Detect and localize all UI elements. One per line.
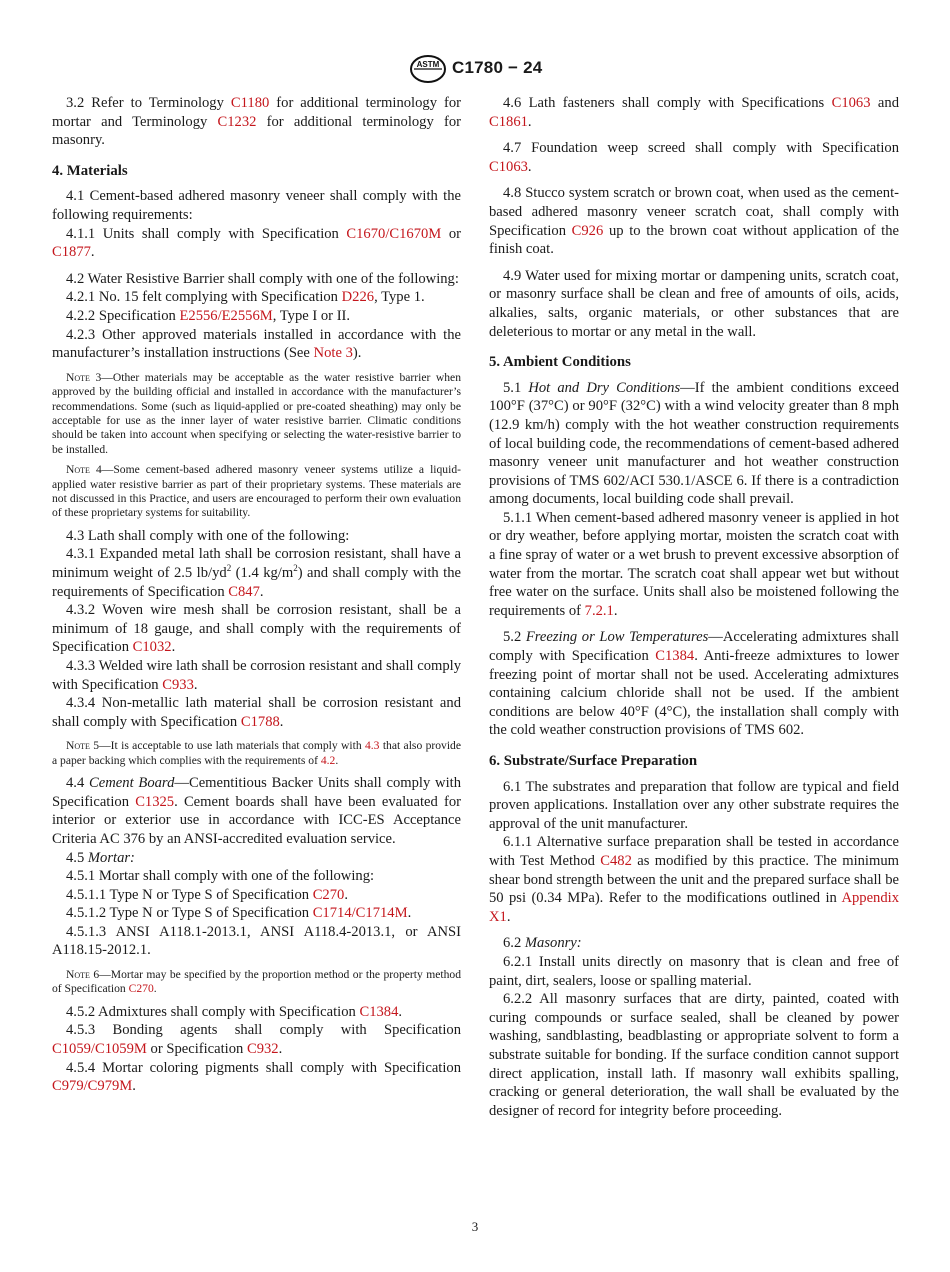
note-6: Note 6—Mortar may be specified by the proportion method or the property method of Specification C270. xyxy=(52,968,461,996)
paragraph-4-4: 4.4 Cement Board—Cementitious Backer Units shall comply with Specification C1325. Cement boards shall have been evaluated for interior or exterior use in accordance with ICC-ES Acceptance Criteria AC 376 by an ANSI-accredited evaluation service. xyxy=(52,775,462,847)
paragraph-5-1-1: 5.1.1 When cement-based adhered masonry veneer is applied in hot or dry weather, before applying mortar, moisten the scratch coat with a fine spray of water or a wet brush to prevent excessive absorption of water from the mortar. The scratch coat shall appear wet but without free water on the surface. Units shall also be moistened following the requirements of 7.2.1. xyxy=(489,509,899,619)
ref-link[interactable]: Appendix X1 xyxy=(489,890,899,925)
ref-link[interactable]: 4.2 xyxy=(320,753,336,767)
ref-link[interactable]: C1714/C1714M xyxy=(312,905,408,922)
paragraph-4-2-2: 4.2.2 Specification E2556/E2556M, Type I or II. xyxy=(66,307,351,324)
ref-link[interactable]: C926 xyxy=(571,222,604,239)
paragraph-4-5-3: 4.5.3 Bonding agents shall comply with Specification C1059/C1059M or Specification C932. xyxy=(52,1022,461,1058)
ref-link[interactable]: C270 xyxy=(312,886,345,903)
section-heading-ambient-conditions: 5. Ambient Conditions xyxy=(489,354,631,371)
paragraph-4-6: 4.6 Lath fasteners shall comply with Specifications C1063 and C1861. xyxy=(489,95,899,130)
ref-link[interactable]: C1180 xyxy=(230,95,270,111)
ref-link[interactable]: C270 xyxy=(128,982,154,996)
ref-link[interactable]: C1063 xyxy=(831,95,871,111)
right-column xyxy=(489,94,899,1120)
ref-link[interactable]: C1788 xyxy=(240,713,280,730)
paragraph-6-1: 6.1 The substrates and preparation that follow are typical and field proven applications. Installation over any other substrate requires the approval of the unit manufacturer. xyxy=(489,778,899,832)
ref-link[interactable]: C1059/C1059M xyxy=(52,1041,147,1058)
paragraph-6-2-2: 6.2.2 All masonry surfaces that are dirty, painted, coated with curing compounds or surface sealed, shall be cleaned by power washing, sandblasting, beadblasting or appropriate solvent to form a substrate suitable for bonding. If the surface condition cannot support direct application, install lath. If masonry wall exhibits spalling, cracking or general deterioration, the wall shall be evaluated by the designer of record for integrity before proceeding. xyxy=(489,991,899,1119)
ref-link[interactable]: C1232 xyxy=(217,113,257,130)
paragraph-4-5-2: 4.5.2 Admixtures shall comply with Specification C1384. xyxy=(66,1003,403,1020)
paragraph-4-5-1-2: 4.5.1.2 Type N or Type S of Specification C1714/C1714M. xyxy=(66,905,412,922)
note-5: Note 5—It is acceptable to use lath materials that comply with 4.3 that also provide a paper backing which complies with the requirements of 4.2. xyxy=(52,739,461,767)
paragraph-5-2: 5.2 Freezing or Low Temperatures—Accelerating admixtures shall comply with Specification C1384. Anti-freeze admixtures to lower freezing point of mortar shall not be used. Accelerating admixtures containing calcium chloride shall not be used. If the ambient conditions are below 40°F (4°C), the installation shall comply with the cold weather construction provisions of TMS 602. xyxy=(489,629,900,739)
paragraph-4-5: 4.5 Mortar: xyxy=(66,849,135,866)
paragraph-4-2-3: 4.2.3 Other approved materials installed in accordance with the manufacturer’s installation instructions (See Note 3). xyxy=(52,326,461,362)
paragraph-4-5-4: 4.5.4 Mortar coloring pigments shall comply with Specification C979/C979M. xyxy=(52,1059,461,1095)
paragraph-6-2-1: 6.2.1 Install units directly on masonry that is clean and free of paint, dirt, sealers, loose or spalling material. xyxy=(489,953,899,989)
paragraph-4-7: 4.7 Foundation weep screed shall comply with Specification C1063. xyxy=(489,140,899,175)
ref-link[interactable]: C1384 xyxy=(655,648,695,665)
paragraph-5-1: 5.1 Hot and Dry Conditions—If the ambient conditions exceed 100°F (37°C) or 90°F (32°C) with a wind velocity greater than 8 mph (12.9 km/h) comply with the hot weather construction requirements of local building code, the recommendations of cement-based adhered masonry veneer unit manufacturer and hot weather construction provisions of TMS 602/ACI 530.1/ASCE 6. If there is a contradiction among documents, local building code shall prevail. xyxy=(489,379,900,508)
paragraph-4-1: 4.1 Cement-based adhered masonry veneer shall comply with the following requirements: xyxy=(52,188,461,223)
astm-logo-icon xyxy=(408,54,448,84)
paragraph-4-3-3: 4.3.3 Welded wire lath shall be corrosion resistant and shall comply with Specification C933. xyxy=(52,657,461,693)
page-number: 3 xyxy=(471,1219,479,1234)
ref-link[interactable]: C933 xyxy=(162,676,194,693)
paragraph-4-3-1: 4.3.1 Expanded metal lath shall be corrosion resistant, shall have a minimum weight of 2.5 $lb/yd^2$ (1.4 $kg/m^2$) and shall comply with the requirements of Specification C847. xyxy=(52,546,461,600)
paragraph-4-3: 4.3 Lath shall comply with one of the following: xyxy=(66,527,350,544)
ref-link[interactable]: C1032 xyxy=(132,639,172,656)
paragraph-6-2: 6.2 Masonry: xyxy=(503,935,582,952)
paragraph-6-1-1: 6.1.1 Alternative surface preparation shall be tested in accordance with Test Method C482 as modified by this practice. The minimum shear bond strength between the unit and the prepared surface shall be 50 psi (0.34 MPa). Refer to the modifications outlined in Appendix X1. xyxy=(489,834,899,925)
paragraph-4-8: 4.8 Stucco system scratch or brown coat, when used as the cement-based adhered masonry veneer scratch coat, shall comply with Specification C926 up to the brown coat without application of the finish coat. xyxy=(489,185,899,258)
ref-link[interactable]: C1861 xyxy=(489,113,528,130)
section-heading-substrate-preparation: 6. Substrate/Surface Preparation xyxy=(489,753,698,769)
left-column xyxy=(52,94,461,1096)
paragraph-3-2: 3.2 Refer to Terminology C1180 for additional terminology for mortar and Terminology C1232 for additional terminology for masonry. xyxy=(52,95,462,149)
paragraph-4-5-1: 4.5.1 Mortar shall comply with one of the following: xyxy=(66,868,375,885)
paragraph-4-2: 4.2 Water Resistive Barrier shall comply with one of the following: xyxy=(66,270,459,287)
ref-link[interactable]: C847 xyxy=(228,583,260,600)
ref-link[interactable]: C979/C979M xyxy=(52,1078,133,1095)
ref-link[interactable]: C1384 xyxy=(359,1003,399,1020)
note-3: Note 3—Other materials may be acceptable as the water resistive barrier when approved by the building official and installed in accordance with the manufacturer’s recommendations. Some (such as liquid-applied or pre-coated sheathing) may only be acceptable for use as the inner layer of water resistive barrier. Climatic conditions should be taken into account when specifying or selecting the water-resistive barrier to be installed. xyxy=(52,370,461,456)
paragraph-4-9: 4.9 Water used for mixing mortar or dampening units, scratch coat, or masonry surface shall be clean and free of amounts of oils, acids, alkalies, salts, organic materials, or other substances that are deleterious to mortar or any metal in the wall. xyxy=(489,267,899,340)
ref-link[interactable]: 7.2.1 xyxy=(584,602,614,619)
ref-link[interactable]: C482 xyxy=(600,852,632,869)
ref-link[interactable]: C1063 xyxy=(489,158,528,175)
paragraph-4-5-1-1: 4.5.1.1 Type N or Type S of Specification C270. xyxy=(66,886,348,903)
section-heading-materials: 4. Materials xyxy=(52,162,128,179)
ref-link[interactable]: D226 xyxy=(341,289,375,306)
ref-link[interactable]: C1325 xyxy=(135,793,175,810)
paragraph-4-5-1-3: 4.5.1.3 ANSI A118.1-2013.1, ANSI A118.4-2013.1, or ANSI A118.15-2012.1. xyxy=(52,923,461,959)
ref-link[interactable]: 4.3 xyxy=(364,739,380,753)
ref-link[interactable]: C932 xyxy=(246,1041,279,1058)
page-header xyxy=(0,54,950,88)
paragraph-4-3-2: 4.3.2 Woven wire mesh shall be corrosion resistant, shall be a minimum of 18 gauge, and shall comply with the requirements of Specification C1032. xyxy=(52,602,461,656)
ref-link[interactable]: Note 3 xyxy=(313,345,353,362)
svg-text:ASTM: ASTM xyxy=(416,60,440,69)
paragraph-4-3-4: 4.3.4 Non-metallic lath material shall be corrosion resistant and shall comply with Specification C1788. xyxy=(52,695,461,730)
paragraph-4-2-1: 4.2.1 No. 15 felt complying with Specification D226, Type 1. xyxy=(66,289,425,306)
document-designation: C1780 − 24 xyxy=(452,58,543,77)
ref-link[interactable]: E2556/E2556M xyxy=(179,307,273,324)
ref-link[interactable]: C1877 xyxy=(52,244,91,261)
ref-link[interactable]: C1670/C1670M xyxy=(346,225,442,242)
paragraph-4-1-1: 4.1.1 Units shall comply with Specification C1670/C1670M or C1877. xyxy=(52,225,461,261)
note-4: Note 4—Some cement-based adhered masonry veneer systems utilize a liquid-applied water resistive barrier as part of their proprietary systems. These materials are not discussed in this Practice, and users are encouraged to perform their own evaluation of these proprietary systems for suitability. xyxy=(52,463,461,520)
